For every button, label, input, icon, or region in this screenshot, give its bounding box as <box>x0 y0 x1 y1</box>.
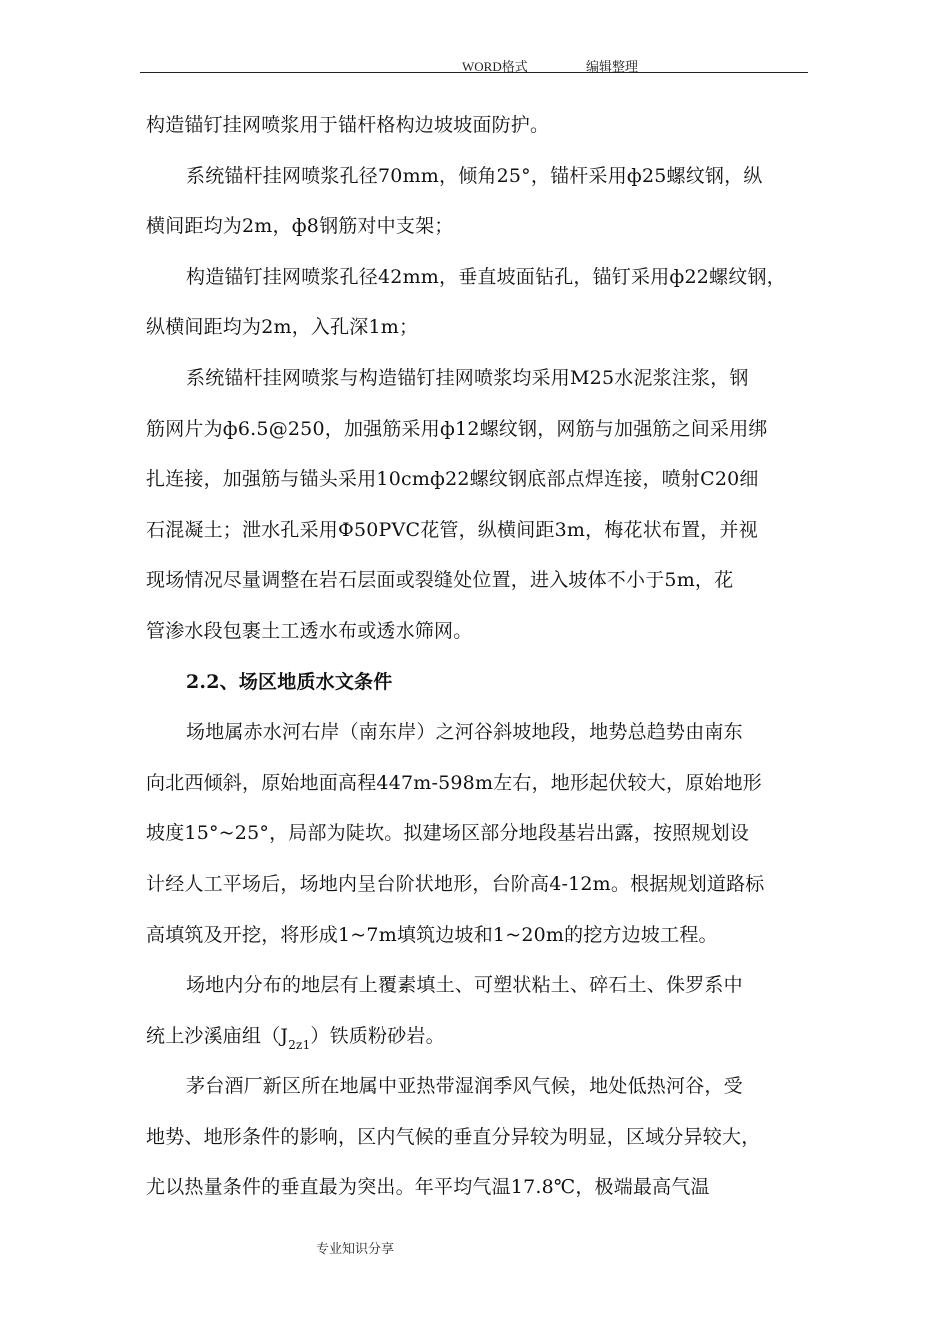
header-divider <box>140 72 808 73</box>
paragraph-line: 尤以热量条件的垂直最为突出。年平均气温17.8℃，极端最高气温 <box>146 1176 710 1199</box>
paragraph-line: 管渗水段包裹土工透水布或透水筛网。 <box>146 619 473 642</box>
section-heading: 2.2、场区地质水文条件 <box>186 670 393 693</box>
page-footer: 专业知识分享 <box>316 1242 395 1257</box>
paragraph-line: 横间距均为2m，ф8钢筋对中支架； <box>146 215 454 238</box>
paragraph-line: 筋网片为ф6.5@250，加强筋采用ф12螺纹钢，网筋与加强筋之间采用绑 <box>146 417 768 440</box>
formation-subscript: 2z1 <box>288 1037 311 1052</box>
paragraph-line: 向北西倾斜，原始地面高程447m-598m左右，地形起伏较大，原始地形 <box>146 771 762 794</box>
header-format-label: WORD格式 <box>462 59 528 74</box>
paragraph-line: 石混凝土；泄水孔采用Ф50PVC花管，纵横间距3m，梅花状布置，并视 <box>146 518 758 541</box>
paragraph-line: 茅台酒厂新区所在地属中亚热带湿润季风气候，地处低热河谷，受 <box>186 1075 743 1098</box>
paragraph-line: 场地属赤水河右岸（南东岸）之河谷斜坡地段，地势总趋势由南东 <box>186 721 743 744</box>
paragraph-line: 扎连接，加强筋与锚头采用10cmф22螺纹钢底部点焊连接，喷射C20细 <box>146 468 759 491</box>
paragraph-line: 坡度15°~25°，局部为陡坎。拟建场区部分地段基岩出露，按照规划设 <box>146 822 750 845</box>
header-edit-label: 编辑整理 <box>586 59 639 74</box>
paragraph-line: 纵横间距均为2m，入孔深1m； <box>146 316 419 339</box>
paragraph-line: 现场情况尽量调整在岩石层面或裂缝处位置，进入坡体不小于5m，花 <box>146 569 734 592</box>
paragraph-line: 系统锚杆挂网喷浆与构造锚钉挂网喷浆均采用M25水泥浆注浆，钢 <box>186 366 749 389</box>
paragraph-line: 系统锚杆挂网喷浆孔径70mm，倾角25°，锚杆采用ф25螺纹钢，纵 <box>186 164 763 187</box>
paragraph-line: 高填筑及开挖，将形成1~7m填筑边坡和1~20m的挖方边坡工程。 <box>146 923 718 946</box>
paragraph-line: 计经人工平场后，场地内呈台阶状地形，台阶高4-12m。根据规划道路标 <box>146 872 765 895</box>
document-body <box>146 106 846 1219</box>
formation-text: 统上沙溪庙组（J <box>146 1024 289 1047</box>
paragraph-line: 地势、地形条件的影响，区内气候的垂直分异较为明显，区域分异较大， <box>146 1125 761 1148</box>
formation-text-end: ）铁质粉砂岩。 <box>310 1024 445 1047</box>
paragraph-line: 场地内分布的地层有上覆素填土、可塑状粘土、碎石土、侏罗系中 <box>186 974 743 997</box>
paragraph-line <box>146 1017 846 1068</box>
page-header <box>140 54 808 72</box>
paragraph-line: 构造锚钉挂网喷浆孔径42mm，垂直坡面钻孔，锚钉采用ф22螺纹钢， <box>186 265 786 288</box>
paragraph-line: 构造锚钉挂网喷浆用于锚杆格构边坡坡面防护。 <box>146 114 550 136</box>
